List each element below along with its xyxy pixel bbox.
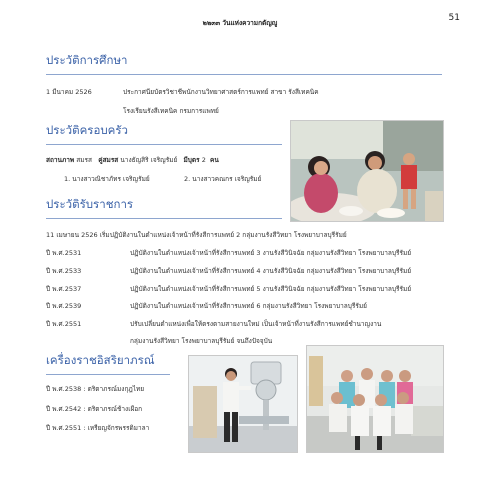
section-rule-education: [46, 74, 442, 75]
education-degree: ประกาศนียบัตรวิชาชีพนักงานวิทยาศาสตร์การแพทย์ สาขา รังสีเทคนิค: [123, 88, 319, 96]
career-year: ปี พ.ศ.2539: [46, 302, 82, 310]
career-detail: ปฏิบัติงานในตำแหน่งเจ้าหน้าที่รังสีการแพทย์ 3 งานรังสีวินิจฉัย กลุ่มงานรังสีวิทยา โรงพยาบาลบุรีรัมย์: [130, 249, 412, 257]
section-title-career: ประวัติรับราชการ: [46, 197, 134, 211]
section-title-awards: เครื่องราชอิสริยาภรณ์: [46, 353, 155, 367]
award-item: ปี พ.ศ.2551 : เหรียญจักรพรรดิมาลา: [46, 424, 150, 432]
career-year: ปี พ.ศ.2551: [46, 320, 82, 328]
award-item: ปี พ.ศ.2542 : ตริตาภรณ์ช้างเผือก: [46, 405, 143, 413]
family-status-line: [46, 155, 219, 165]
children-count: 2: [201, 156, 206, 164]
status-label: สถานภาพ: [46, 156, 75, 164]
section-rule-family: [46, 144, 282, 145]
children-label: มีบุตร: [183, 156, 200, 164]
section-rule-career: [46, 218, 282, 219]
child-1: 1. นางสาวณิชาภัทร เจริญรัมย์: [64, 175, 150, 183]
spouse-label: คู่สมรส: [98, 156, 119, 164]
section-rule-awards: [46, 374, 170, 375]
section-title-education: ประวัติการศึกษา: [46, 53, 128, 67]
career-year: ปี พ.ศ.2537: [46, 285, 82, 293]
career-year: ปี พ.ศ.2531: [46, 249, 82, 257]
children-unit: คน: [210, 156, 219, 164]
education-date: 1 มีนาคม 2526: [46, 88, 92, 96]
staff-group-photo: [306, 345, 444, 453]
xray-room-photo: [188, 355, 298, 453]
section-title-family: ประวัติครอบครัว: [46, 123, 128, 137]
page-number: 51: [448, 13, 460, 23]
career-year: ปี พ.ศ.2533: [46, 267, 82, 275]
page-header-title: ๒๒๓๓ วันแห่งความกตัญญู: [202, 19, 278, 27]
child-2: 2. นางสาวคณกร เจริญรัมย์: [184, 175, 262, 183]
career-detail: ปฏิบัติงานในตำแหน่งเจ้าหน้าที่รังสีการแพทย์ 5 งานรังสีวินิจฉัย กลุ่มงานรังสีวิทยา โรงพยาบาลบุรีรัมย์: [130, 285, 412, 293]
career-last-line: กลุ่มงานรังสีวิทยา โรงพยาบาลบุรีรัมย์ จนถึงปัจจุบัน: [130, 337, 273, 345]
education-school: โรงเรียนรังสีเทคนิค กรมการแพทย์: [123, 107, 219, 115]
career-detail: ปรับเปลี่ยนตำแหน่งเพื่อให้ตรงตามสายงานใหม่ เป็นเจ้าหน้าที่งานรังสีการแพทย์ชำนาญงาน: [130, 320, 382, 328]
family-photo: [290, 120, 444, 222]
career-detail: ปฏิบัติงานในตำแหน่งเจ้าหน้าที่รังสีการแพทย์ 6 กลุ่มงานรังสีวิทยา โรงพยาบาลบุรีรัมย์: [130, 302, 367, 310]
career-first-line: 11 เมษายน 2526 เริ่มปฏิบัติงานในตำแหน่งเจ้าหน้าที่รังสีการแพทย์ 2 กลุ่มงานรังสีวิทยา โรงพยาบาลบุรีรัมย์: [46, 231, 347, 239]
status-value: สมรส: [76, 156, 93, 164]
spouse-value: นางธัญสิริ เจริญรัมย์: [120, 156, 178, 164]
career-detail: ปฏิบัติงานในตำแหน่งเจ้าหน้าที่รังสีการแพทย์ 4 งานรังสีวินิจฉัย กลุ่มงานรังสีวิทยา โรงพยาบาลบุรีรัมย์: [130, 267, 412, 275]
award-item: ปี พ.ศ.2538 : ตริตาภรณ์มงกุฎไทย: [46, 385, 145, 393]
